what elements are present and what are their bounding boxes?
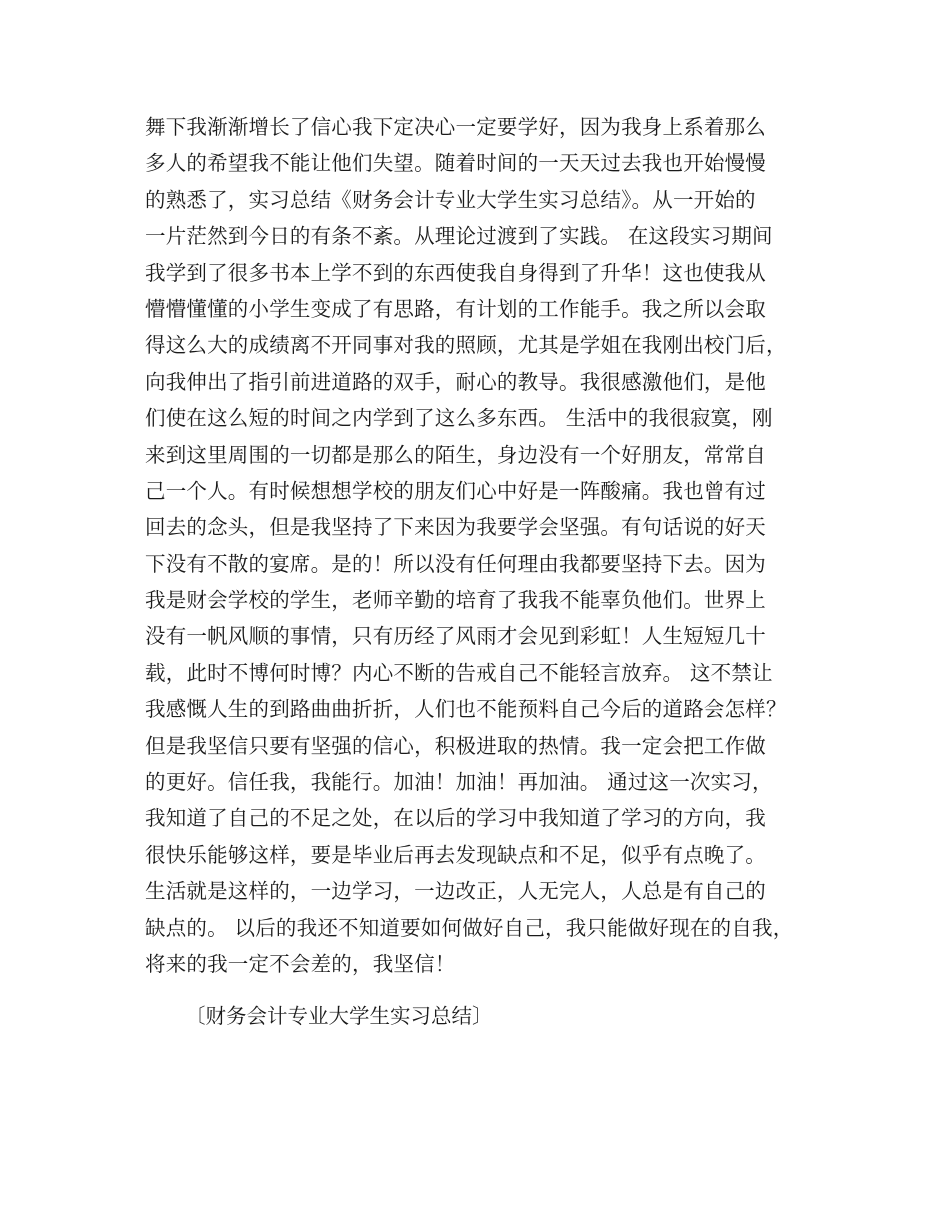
text-line: 回去的念头，但是我坚持了下来因为我要学会坚强。有句话说的好天: [145, 515, 766, 540]
text-line: 载，此时不博何时博？内心不断的告戒自己不能轻言放弃。 这不禁让: [145, 660, 773, 685]
body-text: [145, 109, 825, 982]
text-line: 多人的希望我不能让他们失望。随着时间的一天天过去我也开始慢慢: [145, 151, 766, 176]
text-line: 的熟悉了，实习总结《财务会计专业大学生实习总结》。从一开始的: [145, 187, 756, 212]
text-line: 懵懵懂懂的小学生变成了有思路，有计划的工作能手。我之所以会取: [145, 296, 766, 321]
text-line: 我是财会学校的学生，老师辛勤的培育了我我不能辜负他们。世界上: [145, 588, 766, 613]
text-line: 缺点的。 以后的我还不知道要如何做好自己，我只能做好现在的自我，: [145, 915, 794, 940]
text-line: 下没有不散的宴席。是的！所以没有任何理由我都要坚持下去。因为: [145, 551, 766, 576]
text-line: 但是我坚信只要有坚强的信心，积极进取的热情。我一定会把工作做: [145, 733, 766, 758]
text-line: 的更好。信任我，我能行。加油！加油！再加油。 通过这一次实习，: [145, 770, 773, 795]
text-line: 向我伸出了指引前进道路的双手，耐心的教导。我很感激他们，是他: [145, 369, 766, 394]
text-line: 己一个人。有时候想想学校的朋友们心中好是一阵酸痛。我也曾有过: [145, 478, 766, 503]
text-line: 我知道了自己的不足之处，在以后的学习中我知道了学习的方向，我: [145, 806, 766, 831]
text-line: 我学到了很多书本上学不到的东西使我自身得到了升华！这也使我从: [145, 260, 766, 285]
text-line: 来到这里周围的一切都是那么的陌生，身边没有一个好朋友，常常自: [145, 442, 766, 467]
text-line: 没有一帆风顺的事情，只有历经了风雨才会见到彩虹！人生短短几十: [145, 624, 766, 649]
text-line: 生活就是这样的，一边学习，一边改正，人无完人，人总是有自己的: [145, 879, 766, 904]
text-line: 们使在这么短的时间之内学到了这么多东西。 生活中的我很寂寞，刚: [145, 406, 773, 431]
document-caption: 〔财务会计专业大学生实习总结〕: [185, 1004, 493, 1028]
text-line: 得这么大的成绩离不开同事对我的照顾，尤其是学姐在我刚出校门后，: [145, 333, 787, 358]
text-line: 将来的我一定不会差的，我坚信！: [145, 951, 456, 976]
text-line: 一片茫然到今日的有条不紊。从理论过渡到了实践。 在这段实习期间: [145, 224, 773, 249]
text-line: 很快乐能够这样，要是毕业后再去发现缺点和不足，似乎有点晚了。: [145, 842, 766, 867]
text-line: 我感慨人生的到路曲曲折折，人们也不能预料自己今后的道路会怎样？: [145, 697, 787, 722]
text-line: 舞下我渐渐增长了信心我下定决心一定要学好，因为我身上系着那么: [145, 115, 766, 139]
